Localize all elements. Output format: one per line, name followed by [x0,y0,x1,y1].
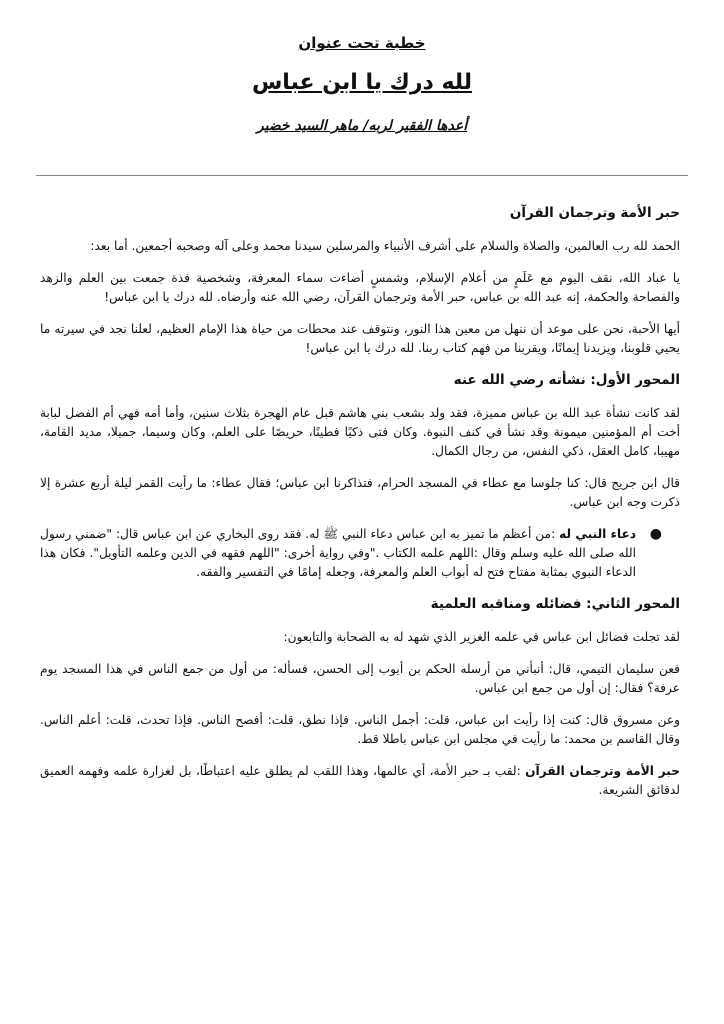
section1-paragraph-1: لقد كانت نشأة عبد الله بن عباس مميزة، فقد ولد بشعب بني هاشم قبل عام الهجرة بثلاث سنين، وأما أمه فهي أم الفضل لبابة أخت أم المؤمنين ميمونة وقد نشأ في كنف النبوة. وكان فتى ذكيًا فطينًا، حريصًا على العلم، وكان وسيما، جميلا، مديد القامة، مهيبا، كامل العقل، ذكي النفس، من رجال الكمال. [40,406,680,458]
horizontal-divider [36,175,688,176]
sermon-subtitle: خطبة تحت عنوان [298,34,426,52]
section2-paragraph-3: وعن مسروق قال: كنت إذا رأيت ابن عباس، قلت: أجمل الناس. فإذا نطق، قلت: أفصح الناس. فإذا تحدث، قلت: أعلم الناس. وقال القاسم بن محمد: ما رأيت في مجلس ابن عباس باطلا قط. [40,713,680,746]
bullet-dot-icon: ● [649,526,662,542]
bullet-item [40,525,680,582]
section2-heading: المحور الثاني: فضائله ومناقبه العلمية [430,596,680,612]
section1-heading: المحور الأول: نشأته رضي الله عنه [453,372,680,388]
bullet-bold-label: دعاء النبي له [559,527,637,541]
intro-paragraph-1: الحمد لله رب العالمين، والصلاة والسلام على أشرف الأنبياء والمرسلين سيدنا محمد وعلى آله وصحبه أجمعين. أما بعد: [90,239,680,253]
paragraph-text: :لقب بـ حبر الأمة، أي عالمها، وهذا اللقب لم يطلق عليه اعتباطًا، بل لغزارة علمه وفهمه العميق لدقائق الشريعة. [40,764,680,797]
document-body [40,200,680,813]
section2-paragraph-2: فعن سليمان التيمي، قال: أنبأني من أرسله الحكم بن أيوب إلى الحسن، فسأله: من أول من جمع الناس في هذا المسجد يوم عرفة؟ فقال: إن أول من جمع ابن عباس. [40,662,680,695]
bullet-text: :من أعظم ما تميز به ابن عباس دعاء النبي ﷺ له. فقد روى البخاري عن ابن عباس قال: "ضمني رسول الله صلى الله عليه وسلم وقال :اللهم علمه الكتاب ."وفي رواية أخرى: "اللهم فقهه في الدين وعلمه التأويل". فكان هذا الدعاء النبوي بمثابة مفتاح فتح له أبواب العلم والمعرفة، وجعله إمامًا في التفسير والفقه. [40,527,636,579]
section1-paragraph-2: قال ابن جريج قال: كنا جلوسا مع عطاء في المسجد الحرام، فتذاكرنا ابن عباس؛ فقال عطاء: ما رأيت القمر ليلة أربع عشرة إلا ذكرت وجه ابن عباس. [40,476,680,509]
intro-heading: حبر الأمة وترجمان القرآن [509,205,680,221]
author-line: أعدها الفقير لربه/ ماهر السيد خضير [256,118,468,134]
sermon-title: لله درك يا ابن عباس [251,70,473,95]
paragraph-bold-label: حبر الأمة وترجمان القرآن [525,764,680,778]
intro-paragraph-2: يا عباد الله، نقف اليوم مع عَلَمٍ من أعلام الإسلام، وشمسٍ أضاءت سماء المعرفة، وشخصية فذة جمعت بين العلم والزهد والفصاحة والحكمة، إنه عبد الله بن عباس، حبر الأمة وترجمان القرآن، رضي الله عنه وأرضاه. لله درك يا ابن عباس! [40,271,680,304]
section2-paragraph-4 [40,762,680,800]
intro-paragraph-3: أيها الأحبة، نحن على موعد أن ننهل من معين هذا النور، ونتوقف عند محطات من حياة هذا الإمام العظيم، لعلنا نجد في سيرته ما يحيي قلوبنا، ويزيدنا إيمانًا، ويقربنا من فهم كتاب ربنا. لله درك يا ابن عباس! [40,322,680,355]
section2-paragraph-1: لقد تجلت فضائل ابن عباس في علمه الغزير الذي شهد له به الصحابة والتابعون: [283,630,680,644]
